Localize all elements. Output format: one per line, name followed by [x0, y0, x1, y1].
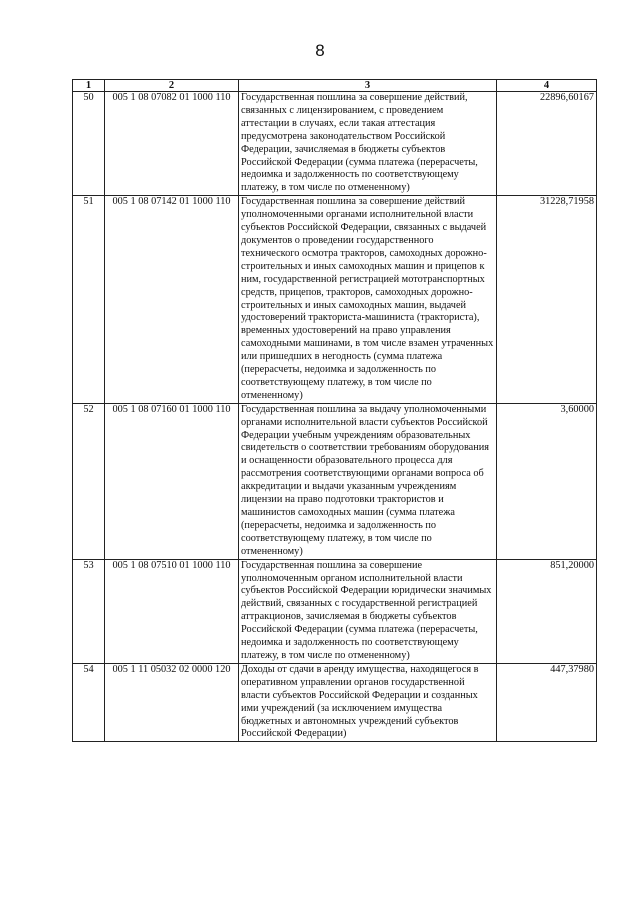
page-number: 8: [315, 41, 325, 60]
amount: 3,60000: [497, 403, 597, 559]
budget-revenue-table: [72, 79, 597, 742]
table-row: [73, 92, 597, 196]
budget-code: 005 1 08 07082 01 1000 110: [105, 92, 239, 196]
budget-code: 005 1 08 07142 01 1000 110: [105, 196, 239, 404]
column-header: 3: [239, 80, 497, 92]
revenue-description: Государственная пошлина за выдачу уполномоченными органами исполнительной власти субъектов Российской Федерации учебным учреждениям образовательных свидетельств о соответствии требованиям оборудования и оснащенности образовательного процесса для рассмотрения соответствующими органами вопроса об аккредитации и выдачи указанным учреждениям лицензии на право подготовки трактористов и машинистов самоходных машин (сумма платежа (перерасчеты, недоимка и задолженность по соответствующему платежу, в том числе по отмененному): [239, 403, 497, 559]
revenue-description: Государственная пошлина за совершение уполномоченным органом исполнительной власти субъектов Российской Федерации юридически значимых действий, связанных с государственной регистрацией аттракционов, зачисляемая в бюджеты субъектов Российской Федерации (сумма платежа (перерасчеты, недоимка и задолженность по соответствующему платежу, в том числе по отмененному): [239, 559, 497, 663]
table-row: [73, 196, 597, 404]
table-header-row: [73, 80, 597, 92]
table-row: [73, 403, 597, 559]
amount: 22896,60167: [497, 92, 597, 196]
amount: 851,20000: [497, 559, 597, 663]
column-header: 1: [73, 80, 105, 92]
table-row: [73, 559, 597, 663]
budget-code: 005 1 08 07510 01 1000 110: [105, 559, 239, 663]
row-number: 51: [73, 196, 105, 404]
budget-code: 005 1 11 05032 02 0000 120: [105, 663, 239, 741]
revenue-description: Государственная пошлина за совершение действий уполномоченными органами исполнительной власти субъектов Российской Федерации, связанных с выдачей документов о проведении государственного технического осмотра тракторов, самоходных дорожно-строительных и иных самоходных машин и прицепов к ним, государственной регистрацией мототранспортных средств, прицепов, тракторов, самоходных дорожно-строительных и иных самоходных машин, выдачей удостоверений тракториста-машиниста (тракториста), временных удостоверений на право управления самоходными машинами, в том числе взамен утраченных или пришедших в негодность (сумма платежа (перерасчеты, недоимка и задолженность по соответствующему платежу, в том числе по отмененному): [239, 196, 497, 404]
table-row: [73, 663, 597, 741]
revenue-description: Доходы от сдачи в аренду имущества, находящегося в оперативном управлении органов государственной власти субъектов Российской Федерации и созданных ими учреждений (за исключением имущества бюджетных и автономных учреждений субъектов Российской Федерации): [239, 663, 497, 741]
revenue-description: Государственная пошлина за совершение действий, связанных с лицензированием, с проведением аттестации в случаях, если такая аттестация предусмотрена законодательством Российской Федерации, зачисляемая в бюджеты субъектов Российской Федерации (сумма платежа (перерасчеты, недоимка и задолженность по соответствующему платежу, в том числе по отмененному): [239, 92, 497, 196]
amount: 31228,71958: [497, 196, 597, 404]
row-number: 53: [73, 559, 105, 663]
row-number: 52: [73, 403, 105, 559]
budget-code: 005 1 08 07160 01 1000 110: [105, 403, 239, 559]
column-header: 4: [497, 80, 597, 92]
column-header: 2: [105, 80, 239, 92]
row-number: 50: [73, 92, 105, 196]
row-number: 54: [73, 663, 105, 741]
amount: 447,37980: [497, 663, 597, 741]
